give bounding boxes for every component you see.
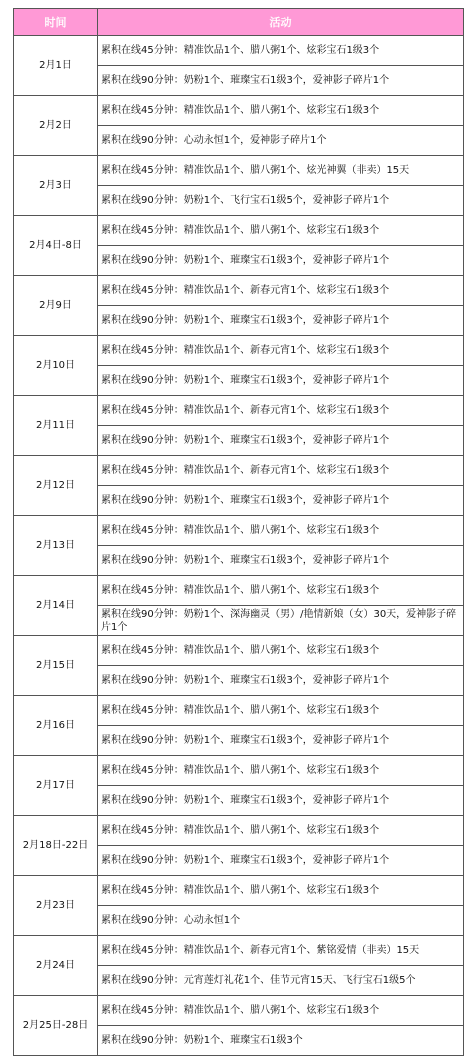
activity-cell: 累积在线45分钟：精准饮品1个、新春元宵1个、紫铭爱情（非卖）15天	[98, 936, 464, 966]
date-cell: 2月17日	[14, 756, 98, 816]
activity-cell: 累积在线90分钟：奶粉1个、璀璨宝石1级3个，爱神影子碎片1个	[98, 246, 464, 276]
table-row	[14, 36, 464, 66]
activity-cell: 累积在线45分钟：精准饮品1个、腊八粥1个、炫彩宝石1级3个	[98, 816, 464, 846]
activity-cell: 累积在线45分钟：精准饮品1个、腊八粥1个、炫彩宝石1级3个	[98, 516, 464, 546]
date-cell: 2月1日	[14, 36, 98, 96]
activity-cell: 累积在线45分钟：精准饮品1个、腊八粥1个、炫彩宝石1级3个	[98, 216, 464, 246]
activity-cell: 累积在线90分钟：心动永恒1个，爱神影子碎片1个	[98, 126, 464, 156]
activity-cell: 累积在线90分钟：奶粉1个、璀璨宝石1级3个，爱神影子碎片1个	[98, 306, 464, 336]
table-row	[14, 936, 464, 966]
date-cell: 2月13日	[14, 516, 98, 576]
date-cell: 2月12日	[14, 456, 98, 516]
activity-cell: 累积在线45分钟：精准饮品1个、腊八粥1个、炫彩宝石1级3个	[98, 96, 464, 126]
activity-cell: 累积在线90分钟：奶粉1个、璀璨宝石1级3个，爱神影子碎片1个	[98, 546, 464, 576]
activity-cell: 累积在线45分钟：精准饮品1个、腊八粥1个、炫彩宝石1级3个	[98, 576, 464, 606]
activity-cell: 累积在线90分钟：奶粉1个、璀璨宝石1级3个，爱神影子碎片1个	[98, 846, 464, 876]
table-row	[14, 636, 464, 666]
table-row	[14, 816, 464, 846]
header-time: 时间	[14, 9, 98, 36]
table-row	[14, 516, 464, 546]
date-cell: 2月2日	[14, 96, 98, 156]
schedule-body	[14, 36, 464, 1056]
activity-cell: 累积在线90分钟：奶粉1个、璀璨宝石1级3个，爱神影子碎片1个	[98, 666, 464, 696]
activity-cell: 累积在线90分钟：奶粉1个、璀璨宝石1级3个	[98, 1026, 464, 1056]
activity-cell: 累积在线45分钟：精准饮品1个、新春元宵1个、炫彩宝石1级3个	[98, 276, 464, 306]
activity-cell: 累积在线90分钟：奶粉1个、飞行宝石1级5个，爱神影子碎片1个	[98, 186, 464, 216]
date-cell: 2月11日	[14, 396, 98, 456]
activity-cell: 累积在线45分钟：精准饮品1个、新春元宵1个、炫彩宝石1级3个	[98, 456, 464, 486]
activity-cell: 累积在线45分钟：精准饮品1个、腊八粥1个、炫彩宝石1级3个	[98, 36, 464, 66]
activity-cell: 累积在线90分钟：奶粉1个、璀璨宝石1级3个，爱神影子碎片1个	[98, 786, 464, 816]
table-row	[14, 996, 464, 1026]
activity-cell: 累积在线90分钟：奶粉1个、璀璨宝石1级3个，爱神影子碎片1个	[98, 66, 464, 96]
date-cell: 2月16日	[14, 696, 98, 756]
activity-cell: 累积在线90分钟：心动永恒1个	[98, 906, 464, 936]
table-row	[14, 576, 464, 606]
table-row	[14, 396, 464, 426]
activity-cell: 累积在线45分钟：精准饮品1个、腊八粥1个、炫光神翼（非卖）15天	[98, 156, 464, 186]
activity-cell: 累积在线90分钟：奶粉1个、深海幽灵（男）/艳情新娘（女）30天，爱神影子碎片1个	[98, 606, 464, 636]
table-row	[14, 156, 464, 186]
table-row	[14, 96, 464, 126]
activity-cell: 累积在线90分钟：奶粉1个、璀璨宝石1级3个，爱神影子碎片1个	[98, 426, 464, 456]
date-cell: 2月9日	[14, 276, 98, 336]
activity-cell: 累积在线90分钟：奶粉1个、璀璨宝石1级3个，爱神影子碎片1个	[98, 486, 464, 516]
activity-cell: 累积在线45分钟：精准饮品1个、腊八粥1个、炫彩宝石1级3个	[98, 996, 464, 1026]
header-activity: 活动	[98, 9, 464, 36]
reward-schedule-table	[13, 8, 464, 1056]
activity-cell: 累积在线45分钟：精准饮品1个、新春元宵1个、炫彩宝石1级3个	[98, 336, 464, 366]
date-cell: 2月4日-8日	[14, 216, 98, 276]
header-row	[14, 9, 464, 36]
date-cell: 2月25日-28日	[14, 996, 98, 1056]
date-cell: 2月23日	[14, 876, 98, 936]
date-cell: 2月10日	[14, 336, 98, 396]
date-cell: 2月15日	[14, 636, 98, 696]
date-cell: 2月18日-22日	[14, 816, 98, 876]
activity-cell: 累积在线90分钟：元宵莲灯礼花1个、佳节元宵15天、飞行宝石1级5个	[98, 966, 464, 996]
activity-cell: 累积在线45分钟：精准饮品1个、新春元宵1个、炫彩宝石1级3个	[98, 396, 464, 426]
table-row	[14, 276, 464, 306]
activity-cell: 累积在线90分钟：奶粉1个、璀璨宝石1级3个，爱神影子碎片1个	[98, 726, 464, 756]
table-row	[14, 216, 464, 246]
table-row	[14, 336, 464, 366]
date-cell: 2月24日	[14, 936, 98, 996]
activity-cell: 累积在线45分钟：精准饮品1个、腊八粥1个、炫彩宝石1级3个	[98, 876, 464, 906]
table-row	[14, 696, 464, 726]
activity-cell: 累积在线90分钟：奶粉1个、璀璨宝石1级3个，爱神影子碎片1个	[98, 366, 464, 396]
table-row	[14, 756, 464, 786]
date-cell: 2月14日	[14, 576, 98, 636]
activity-cell: 累积在线45分钟：精准饮品1个、腊八粥1个、炫彩宝石1级3个	[98, 756, 464, 786]
date-cell: 2月3日	[14, 156, 98, 216]
activity-cell: 累积在线45分钟：精准饮品1个、腊八粥1个、炫彩宝石1级3个	[98, 636, 464, 666]
table-row	[14, 456, 464, 486]
table-row	[14, 876, 464, 906]
activity-cell: 累积在线45分钟：精准饮品1个、腊八粥1个、炫彩宝石1级3个	[98, 696, 464, 726]
